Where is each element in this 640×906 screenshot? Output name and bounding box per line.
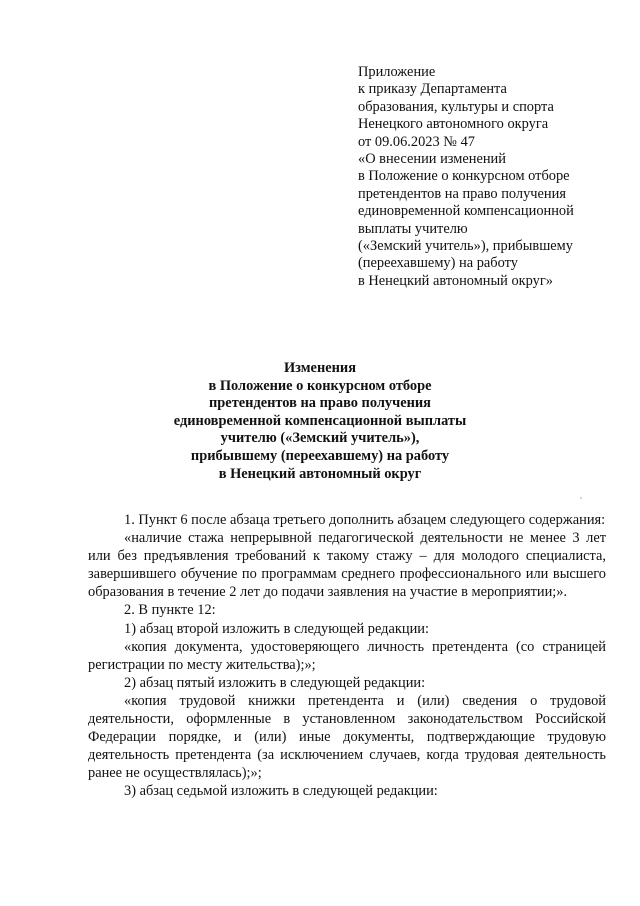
appendix-header <box>358 64 618 290</box>
appendix-line: к приказу Департамента <box>358 81 507 98</box>
body-paragraph: 3) абзац седьмой изложить в следующей редакции: <box>124 783 438 800</box>
appendix-line: в Ненецкий автономный округ» <box>358 272 553 289</box>
body-paragraph: «наличие стажа непрерывной педагогической деятельности не менее 3 лет или без предъявления требований к такому стажу – для молодого специалиста, завершившего обучение по программам среднего профессионального или высшего образования в течение 2 лет до подачи заявления на участие в мероприятии;». <box>88 530 606 601</box>
title-line: претендентов на право получения <box>209 395 431 412</box>
appendix-line: единовременной компенсационной <box>358 203 574 220</box>
appendix-line: от 09.06.2023 № 47 <box>358 133 475 150</box>
body-paragraph: 2. В пункте 12: <box>124 602 216 619</box>
title-line: в Ненецкий автономный округ <box>218 465 422 482</box>
appendix-line: в Положение о конкурсном отборе <box>358 168 570 185</box>
appendix-line: («Земский учитель»), прибывшему <box>358 238 573 255</box>
document-body <box>88 511 606 801</box>
body-paragraph: 1) абзац второй изложить в следующей редакции: <box>124 620 429 637</box>
title-line: единовременной компенсационной выплаты <box>173 412 467 429</box>
body-paragraph: «копия документа, удостоверяющего личность претендента (со страницей регистрации по месту жительства);»; <box>88 638 606 673</box>
appendix-line: претендентов на право получения <box>358 185 566 202</box>
body-paragraph: «копия трудовой книжки претендента и (или) сведения о трудовой деятельности, оформленные в установленном законодательством Российской Федерации порядке, и (или) иные документы, подтверждающие трудовую деятельность претендента (за исключением случаев, когда трудовая деятельность ранее не осуществлялась);»; <box>88 692 606 782</box>
title-line: Изменения <box>283 360 356 376</box>
scan-speck <box>580 497 582 499</box>
appendix-line: выплаты учителю <box>358 220 468 237</box>
appendix-line: Ненецкого автономного округа <box>358 116 549 133</box>
title-line: в Положение о конкурсном отборе <box>208 377 432 394</box>
appendix-line: Приложение <box>358 64 436 80</box>
appendix-line: образования, культуры и спорта <box>358 98 554 115</box>
body-paragraph: 1. Пункт 6 после абзаца третьего дополнить абзацем следующего содержания: <box>124 512 606 528</box>
document-title <box>100 360 540 483</box>
appendix-line: «О внесении изменений <box>358 151 506 168</box>
title-line: прибывшему (переехавшему) на работу <box>190 447 450 464</box>
body-paragraph: 2) абзац пятый изложить в следующей редакции: <box>124 674 426 691</box>
appendix-line: (переехавшему) на работу <box>358 255 518 272</box>
title-line: учителю («Земский учитель»), <box>220 430 420 447</box>
